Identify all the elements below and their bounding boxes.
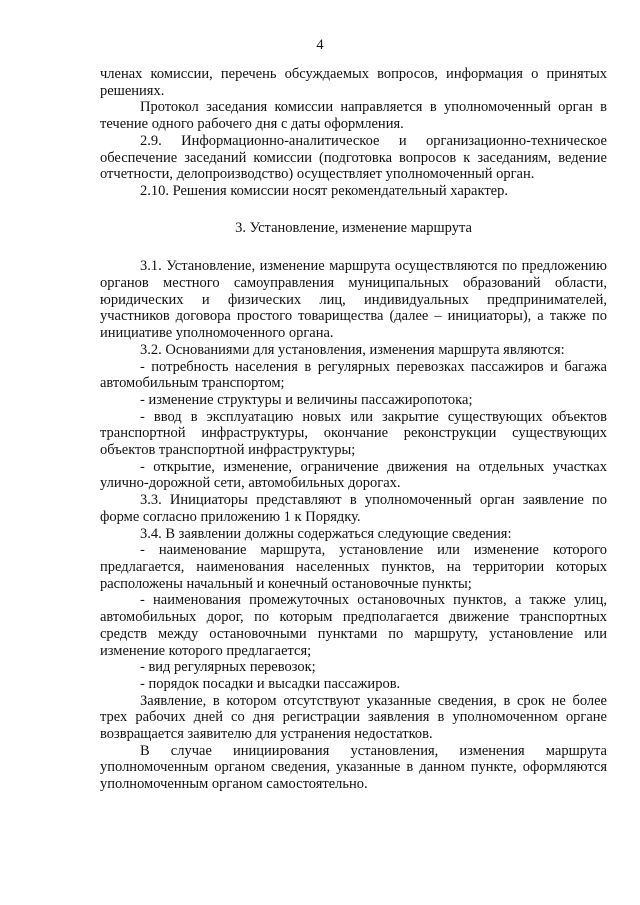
paragraph-3-1: 3.1. Установление, изменение маршрута осуществляются по предложению органов местного самоуправления муниципальных образований области, юридических и физических лиц, индивидуальных предпринимателей, участников договора простого товарищества (далее – инициаторы), а также по инициативе уполномоченного органа.	[100, 258, 607, 342]
list-item-boarding-order: - порядок посадки и высадки пассажиров.	[140, 675, 401, 692]
list-item-transport-type: - вид регулярных перевозок;	[140, 659, 316, 676]
list-item-need: - потребность населения в регулярных перевозках пассажиров и багажа автомобильным транспортом;	[100, 358, 607, 392]
list-item-route-name: - наименование маршрута, установление или изменение которого предлагается, наименования населенных пунктов, на территории которых расположены начальный и конечный остановочные пункты;	[100, 542, 607, 592]
document-body	[100, 66, 607, 793]
paragraph-2-9: 2.9. Информационно-аналитическое и организационно-техническое обеспечение заседаний комиссии (подготовка вопросов к заседаниям, ведение отчетности, делопроизводство) осуществляет уполномоченный орган.	[100, 132, 607, 183]
paragraph-protocol-sending: Протокол заседания комиссии направляется в уполномоченный орган в течение одного рабочего дня с даты оформления.	[100, 99, 607, 133]
paragraph-protocol-contents: членах комиссии, перечень обсуждаемых вопросов, информация о принятых решениях.	[100, 66, 607, 99]
list-item-intermediate-stops: - наименования промежуточных остановочных пунктов, а также улиц, автомобильных дорог, по которым предполагается движение транспортных средств между остановочными пунктами по маршруту, установление или изменение которого предлагается;	[100, 592, 607, 659]
page-number: 4	[316, 37, 324, 53]
paragraph-self-initiated: В случае инициирования установления, изменения маршрута уполномоченным органом сведения, указанные в данном пункте, оформляются уполномоченным органом самостоятельно.	[100, 742, 607, 793]
list-item-passenger-flow: - изменение структуры и величины пассажиропотока;	[140, 391, 473, 408]
paragraph-return-application: Заявление, в котором отсутствуют указанные сведения, в срок не более трех рабочих дней со дня регистрации заявления в уполномоченном органе возвращается заявителю для устранения недостатков.	[100, 692, 607, 743]
paragraph-3-4: 3.4. В заявлении должны содержаться следующие сведения:	[140, 525, 512, 542]
list-item-traffic-restriction: - открытие, изменение, ограничение движения на отдельных участках улично-дорожной сети, автомобильных дорогах.	[100, 458, 607, 492]
list-item-infrastructure: - ввод в эксплуатацию новых или закрытие существующих объектов транспортной инфраструктуры, окончание реконструкции существующих объектов транспортной инфраструктуры;	[100, 408, 607, 459]
section-heading-3: 3. Установление, изменение маршрута	[235, 219, 472, 236]
paragraph-3-3: 3.3. Инициаторы представляют в уполномоченный орган заявление по форме согласно приложению 1 к Порядку.	[100, 492, 607, 525]
paragraph-3-2: 3.2. Основаниями для установления, изменения маршрута являются:	[140, 341, 565, 358]
paragraph-2-10: 2.10. Решения комиссии носят рекомендательный характер.	[140, 182, 508, 199]
